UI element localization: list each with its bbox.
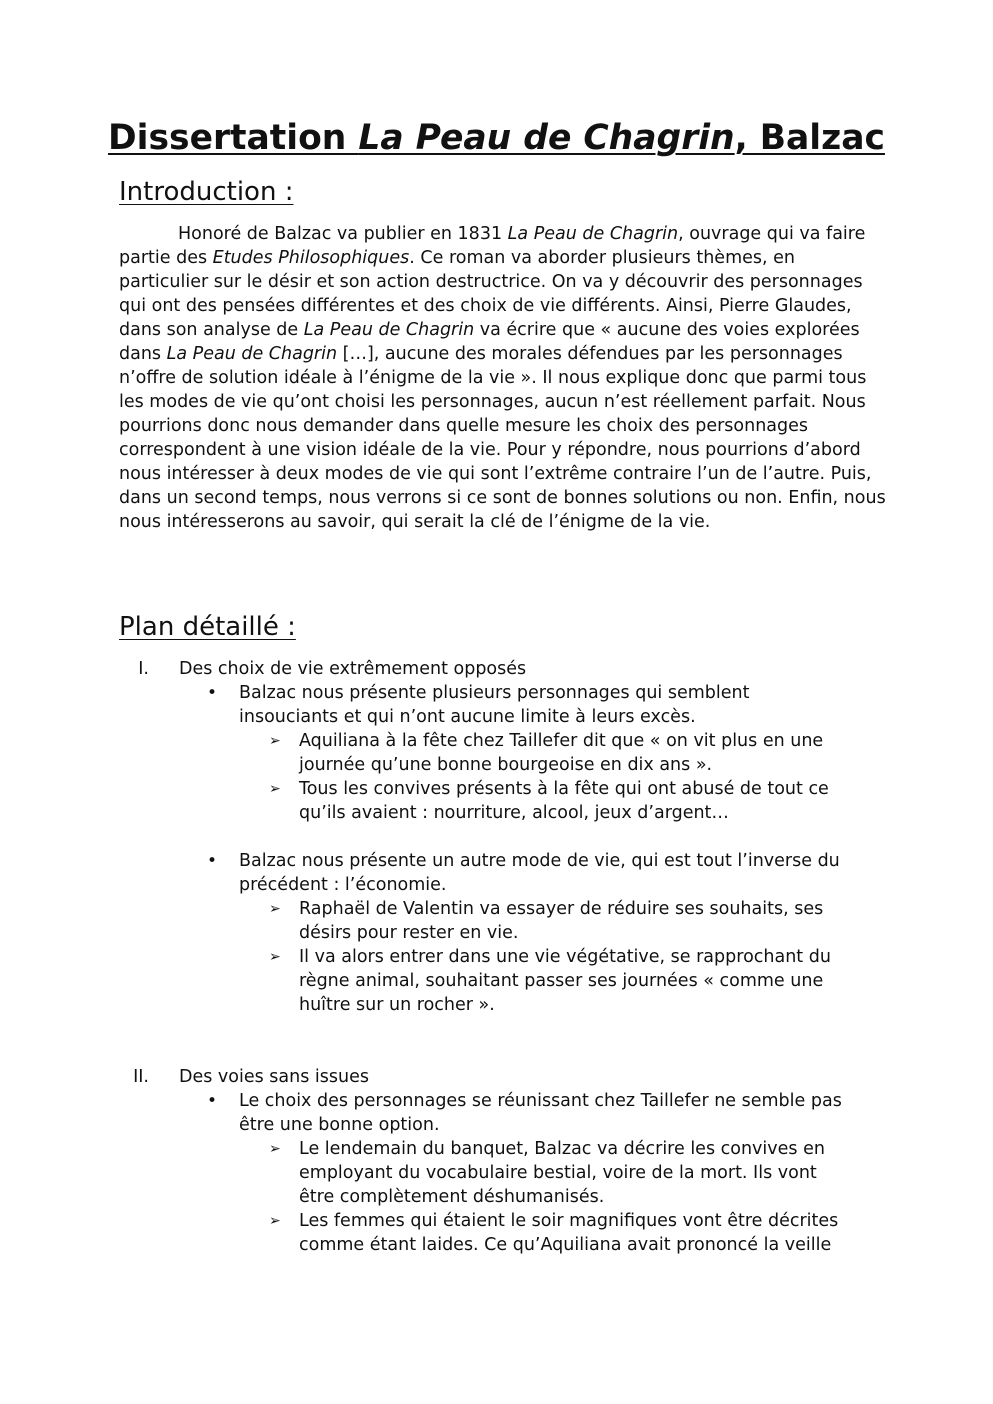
part-1-bullet-1 bbox=[179, 681, 889, 825]
arrow-line: Le lendemain du banquet, Balzac va décrire les convives en bbox=[299, 1139, 825, 1159]
spacer bbox=[119, 1017, 889, 1065]
title-prefix: Dissertation bbox=[108, 118, 359, 158]
bullet-line: précédent : l’économie. bbox=[239, 875, 447, 895]
intro-text-3: . Ce roman va aborder plusieurs thèmes, en particulier sur le désir et son action destructrice. On va y découvrir des personnages qui ont des pensées différentes et des choix de vie différents. Ainsi, Pierre Glaudes, dans son analyse de bbox=[119, 248, 863, 340]
bullet-line: Balzac nous présente un autre mode de vie, qui est tout l’inverse du bbox=[239, 851, 840, 871]
title-suffix: , Balzac bbox=[734, 118, 885, 158]
arrow-line: Aquiliana à la fête chez Taillefer dit que « on vit plus en une bbox=[299, 731, 824, 751]
arrow-bullet-icon: ➢ bbox=[269, 1213, 281, 1229]
arrow-bullet-icon: ➢ bbox=[269, 1141, 281, 1157]
bullet-line: Balzac nous présente plusieurs personnages qui semblent bbox=[239, 683, 750, 703]
part-2-number: II. bbox=[133, 1067, 149, 1087]
intro-text-1: Honoré de Balzac va publier en 1831 bbox=[178, 224, 508, 244]
part-1-bullet-1-arrow-2 bbox=[239, 777, 889, 825]
intro-text-4: va écrire que « aucune des voies explorées dans bbox=[119, 320, 860, 364]
arrow-line: Raphaël de Valentin va essayer de réduire ses souhaits, ses bbox=[299, 899, 824, 919]
intro-italic-1: La Peau de Chagrin bbox=[507, 224, 679, 244]
part-2-bullet-1-arrow-1 bbox=[239, 1137, 889, 1209]
part-2-bullet-1-arrow-2 bbox=[239, 1209, 889, 1257]
part-1-bullet-2-arrow-1 bbox=[239, 897, 889, 945]
bullet-line: Le choix des personnages se réunissant chez Taillefer ne semble pas bbox=[239, 1091, 842, 1111]
part-1-number: I. bbox=[138, 659, 149, 679]
bullet-icon: • bbox=[207, 851, 218, 871]
arrow-line: comme étant laides. Ce qu’Aquiliana avait prononcé la veille bbox=[299, 1235, 832, 1255]
arrow-line: huître sur un rocher ». bbox=[299, 995, 495, 1015]
arrow-bullet-icon: ➢ bbox=[269, 733, 281, 749]
intro-text-2: , ouvrage qui va faire partie des bbox=[119, 224, 866, 268]
arrow-line: Les femmes qui étaient le soir magnifiques vont être décrites bbox=[299, 1211, 839, 1231]
plan-part-2 bbox=[119, 1065, 889, 1257]
intro-italic-2: Etudes Philosophiques bbox=[212, 248, 410, 268]
arrow-line: désirs pour rester en vie. bbox=[299, 923, 519, 943]
arrow-line: règne animal, souhaitant passer ses journées « comme une bbox=[299, 971, 824, 991]
part-1-title: Des choix de vie extrêmement opposés bbox=[179, 659, 527, 679]
plan-part-1 bbox=[119, 657, 889, 1017]
plan-heading: Plan détaillé : bbox=[119, 612, 296, 642]
arrow-line: être complètement déshumanisés. bbox=[299, 1187, 605, 1207]
arrow-line: qu’ils avaient : nourriture, alcool, jeux d’argent… bbox=[299, 803, 729, 823]
title-italic: La Peau de Chagrin bbox=[358, 118, 735, 158]
part-1-bullet-1-arrow-1 bbox=[239, 729, 889, 777]
arrow-line: employant du vocabulaire bestial, voire de la mort. Ils vont bbox=[299, 1163, 817, 1183]
intro-italic-4: La Peau de Chagrin bbox=[166, 344, 338, 364]
part-1-bullet-2 bbox=[179, 849, 889, 1017]
arrow-line: journée qu’une bonne bourgeoise en dix ans ». bbox=[299, 755, 713, 775]
bullet-icon: • bbox=[207, 683, 218, 703]
bullet-line: insouciants et qui n’ont aucune limite à leurs excès. bbox=[239, 707, 696, 727]
plan-outline bbox=[119, 657, 889, 1257]
bullet-line: être une bonne option. bbox=[239, 1115, 440, 1135]
document-title bbox=[0, 116, 993, 160]
part-2-title: Des voies sans issues bbox=[179, 1067, 369, 1087]
bullet-icon: • bbox=[207, 1091, 218, 1111]
arrow-bullet-icon: ➢ bbox=[269, 781, 281, 797]
intro-italic-3: La Peau de Chagrin bbox=[303, 320, 475, 340]
part-1-bullet-2-arrow-2 bbox=[239, 945, 889, 1017]
arrow-line: Il va alors entrer dans une vie végétative, se rapprochant du bbox=[299, 947, 831, 967]
intro-paragraph bbox=[119, 222, 889, 534]
intro-heading: Introduction : bbox=[119, 177, 294, 207]
intro-text-5: […], aucune des morales défendues par les personnages n’offre de solution idéale à l’énigme de la vie ». Il nous explique donc que parmi tous les modes de vie qu’ont choisi les personnages, aucun n’est réellement parfait. Nous pourrions donc nous demander dans quelle mesure les choix des personnages correspondent à une vision idéale de la vie. Pour y répondre, nous pourrions d’abord nous intéresser à deux modes de vie qui sont l’extrême contraire l’un de l’autre. Puis, dans un second temps, nous verrons si ce sont de bonnes solutions ou non. Enfin, nous nous intéresserons au savoir, qui serait la clé de l’énigme de la vie. bbox=[119, 344, 886, 532]
spacer bbox=[179, 825, 889, 849]
part-2-bullet-1 bbox=[179, 1089, 889, 1257]
arrow-bullet-icon: ➢ bbox=[269, 901, 281, 917]
arrow-line: Tous les convives présents à la fête qui ont abusé de tout ce bbox=[299, 779, 829, 799]
arrow-bullet-icon: ➢ bbox=[269, 949, 281, 965]
